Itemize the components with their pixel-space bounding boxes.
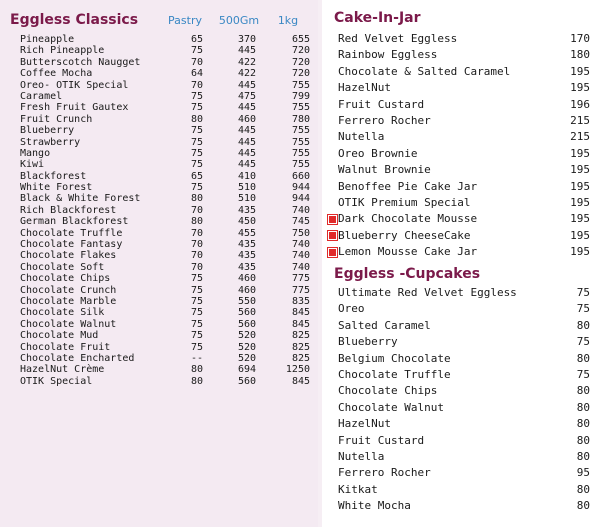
- half-kg-price: 560: [237, 307, 257, 319]
- item-name: Mango: [20, 147, 51, 159]
- item-name: Black & White Forest: [20, 193, 141, 205]
- list-item: [20, 262, 310, 273]
- pastry-price: 80: [190, 193, 204, 205]
- item-name: White Mocha: [338, 499, 411, 513]
- pastry-price: 75: [190, 295, 204, 307]
- one-kg-price: 1250: [285, 364, 310, 376]
- item-price: 80: [576, 482, 590, 496]
- item-price: 170: [570, 32, 590, 45]
- item-name: Blueberry: [338, 335, 398, 349]
- list-item: [20, 319, 310, 330]
- item-name: OTIK Premium Special: [338, 195, 471, 209]
- half-kg-price: 410: [237, 170, 257, 182]
- half-kg-price: 435: [237, 250, 257, 262]
- item-price: 75: [576, 302, 590, 316]
- item-name: Rich Pineapple: [20, 45, 105, 57]
- item-price: 195: [570, 245, 590, 259]
- item-name: Pineapple: [20, 34, 75, 45]
- list-item: [20, 273, 310, 284]
- list-item: [326, 482, 590, 498]
- list-item: [326, 31, 590, 47]
- item-price: 80: [576, 449, 590, 463]
- item-name: Rich Blackforest: [20, 204, 117, 216]
- item-name: Chocolate Silk: [20, 307, 105, 319]
- list-item: [326, 146, 590, 162]
- one-kg-price: 825: [291, 352, 310, 364]
- item-name: Kiwi: [20, 159, 45, 171]
- half-kg-price: 550: [237, 295, 257, 307]
- pastry-price: 75: [190, 182, 204, 194]
- list-item: [326, 47, 590, 63]
- pastry-price: 65: [190, 170, 204, 182]
- list-item: [20, 228, 310, 239]
- item-name: Oreo: [338, 302, 365, 316]
- eggless-cupcakes-list: [326, 285, 590, 514]
- half-kg-price: 460: [237, 273, 257, 285]
- list-item: [326, 465, 590, 481]
- half-kg-price: 520: [237, 352, 257, 364]
- item-name: Chocolate Marble: [20, 295, 117, 307]
- item-price: 195: [570, 81, 590, 95]
- pastry-price: 75: [190, 159, 204, 171]
- half-kg-price: 520: [237, 341, 257, 353]
- item-name: Chocolate Encharted: [20, 352, 135, 364]
- one-kg-price: 720: [291, 68, 310, 80]
- item-name: Chocolate Mud: [20, 330, 99, 342]
- item-price: 180: [570, 48, 590, 62]
- list-item: [20, 68, 310, 79]
- pastry-price: 70: [190, 261, 204, 273]
- eggless-classics-list: [20, 34, 310, 387]
- one-kg-price: 845: [291, 307, 310, 319]
- pastry-price: 80: [190, 113, 204, 125]
- one-kg-price: 755: [291, 102, 310, 114]
- list-item: [20, 353, 310, 364]
- one-kg-price: 740: [291, 239, 310, 251]
- pastry-price: 75: [190, 136, 204, 148]
- list-item: [326, 113, 590, 129]
- item-name: Oreo- OTIK Special: [20, 79, 129, 91]
- one-kg-price: 755: [291, 79, 310, 91]
- one-kg-price: 745: [291, 216, 310, 228]
- one-kg-price: 660: [291, 170, 310, 182]
- item-name: HazelNut Crème: [20, 364, 105, 376]
- item-name: Chocolate Walnut: [20, 318, 117, 330]
- item-name: White Forest: [20, 182, 93, 194]
- pastry-price: 64: [190, 68, 204, 80]
- half-kg-price: 560: [237, 375, 257, 387]
- list-item: [326, 129, 590, 145]
- pastry-price: 75: [190, 102, 204, 114]
- new-item-marker-icon: [328, 248, 337, 257]
- half-kg-price: 560: [237, 318, 257, 330]
- list-item: [326, 301, 590, 317]
- pastry-price: 80: [190, 375, 204, 387]
- list-item: [326, 433, 590, 449]
- item-name: HazelNut: [338, 417, 391, 431]
- list-item: [326, 367, 590, 383]
- pastry-price: 75: [190, 147, 204, 159]
- one-kg-price: 835: [291, 295, 310, 307]
- list-item: [20, 102, 310, 113]
- one-kg-price: 825: [291, 341, 310, 353]
- item-price: 80: [576, 351, 590, 365]
- list-item: [20, 34, 310, 45]
- item-name: Fruit Crunch: [20, 113, 93, 125]
- cake-in-jar-list: [326, 31, 590, 260]
- pastry-price: 70: [190, 79, 204, 91]
- item-name: Benoffee Pie Cake Jar: [338, 179, 478, 193]
- one-kg-price: 775: [291, 284, 310, 296]
- item-price: 75: [576, 335, 590, 349]
- half-kg-price: 445: [237, 45, 257, 57]
- item-name: Dark Chocolate Mousse: [338, 212, 478, 226]
- list-item: [20, 57, 310, 68]
- item-price: 75: [576, 367, 590, 381]
- list-item: [326, 400, 590, 416]
- one-kg-price: 755: [291, 159, 310, 171]
- item-name: Red Velvet Eggless: [338, 32, 458, 45]
- item-price: 80: [576, 400, 590, 414]
- one-kg-price: 845: [291, 318, 310, 330]
- item-price: 215: [570, 113, 590, 127]
- one-kg-price: 755: [291, 136, 310, 148]
- item-name: Chocolate Fantasy: [20, 239, 123, 251]
- item-name: Chocolate Chips: [20, 273, 111, 285]
- pastry-price: 75: [190, 45, 204, 57]
- one-kg-price: 740: [291, 261, 310, 273]
- half-kg-column-header: 500Gm: [218, 13, 260, 27]
- item-price: 195: [570, 64, 590, 78]
- item-name: HazelNut: [338, 81, 391, 95]
- half-kg-price: 460: [237, 284, 257, 296]
- list-item: [20, 216, 310, 227]
- list-item: [326, 162, 590, 178]
- list-item: [326, 285, 590, 301]
- list-item: [20, 80, 310, 91]
- pastry-price: 75: [190, 273, 204, 285]
- item-name: Chocolate Soft: [20, 261, 105, 273]
- half-kg-price: 475: [237, 90, 257, 102]
- item-name: Chocolate Fruit: [20, 341, 111, 353]
- list-item: [326, 334, 590, 350]
- pastry-price: 70: [190, 227, 204, 239]
- list-item: [20, 250, 310, 261]
- cake-in-jar-title: Cake-In-Jar: [334, 10, 421, 26]
- half-kg-price: 510: [237, 193, 257, 205]
- marker-slot: [326, 231, 338, 240]
- list-item: [326, 416, 590, 432]
- half-kg-price: 445: [237, 102, 257, 114]
- item-name: Lemon Mousse Cake Jar: [338, 245, 478, 259]
- marker-slot: [326, 248, 338, 257]
- half-kg-price: 435: [237, 239, 257, 251]
- half-kg-price: 455: [237, 227, 257, 239]
- item-name: Chocolate Flakes: [20, 250, 117, 262]
- item-name: Butterscotch Naugget: [20, 56, 141, 68]
- item-name: OTIK Special: [20, 375, 93, 387]
- list-item: [20, 307, 310, 318]
- item-name: Chocolate Crunch: [20, 284, 117, 296]
- item-name: Nutella: [338, 130, 385, 144]
- item-price: 196: [570, 97, 590, 111]
- half-kg-price: 520: [237, 330, 257, 342]
- list-item: [20, 376, 310, 387]
- item-name: Chocolate Truffle: [20, 227, 123, 239]
- item-name: Caramel: [20, 90, 63, 102]
- one-kg-price: 825: [291, 330, 310, 342]
- item-price: 195: [570, 228, 590, 242]
- item-price: 95: [576, 466, 590, 480]
- half-kg-price: 445: [237, 136, 257, 148]
- list-item: [20, 364, 310, 375]
- item-name: Chocolate Chips: [338, 384, 438, 398]
- list-item: [20, 285, 310, 296]
- list-item: [20, 205, 310, 216]
- list-item: [20, 137, 310, 148]
- item-name: Salted Caramel: [338, 318, 431, 332]
- one-kg-column-header: 1kg: [277, 13, 299, 27]
- list-item: [20, 182, 310, 193]
- list-item: [326, 228, 590, 244]
- item-name: Chocolate Truffle: [338, 367, 451, 381]
- half-kg-price: 422: [237, 68, 257, 80]
- item-name: Chocolate & Salted Caramel: [338, 64, 511, 78]
- list-item: [326, 80, 590, 96]
- item-name: Nutella: [338, 449, 385, 463]
- half-kg-price: 445: [237, 147, 257, 159]
- item-name: Ferrero Rocher: [338, 466, 431, 480]
- list-item: [326, 244, 590, 260]
- pastry-price: 75: [190, 284, 204, 296]
- pastry-price: 70: [190, 250, 204, 262]
- item-name: Ferrero Rocher: [338, 113, 431, 127]
- one-kg-price: 944: [291, 193, 310, 205]
- item-price: 80: [576, 417, 590, 431]
- half-kg-price: 460: [237, 113, 257, 125]
- pastry-price: 65: [190, 34, 204, 45]
- half-kg-price: 435: [237, 261, 257, 273]
- marker-slot: [326, 215, 338, 224]
- list-item: [20, 148, 310, 159]
- right-panel: [322, 0, 600, 527]
- half-kg-price: 450: [237, 216, 257, 228]
- list-item: [326, 383, 590, 399]
- pastry-price: 75: [190, 318, 204, 330]
- list-item: [326, 351, 590, 367]
- pastry-price: 70: [190, 239, 204, 251]
- list-item: [20, 125, 310, 136]
- list-item: [326, 195, 590, 211]
- list-item: [326, 64, 590, 80]
- list-item: [20, 114, 310, 125]
- pastry-price: --: [190, 352, 204, 364]
- list-item: [326, 211, 590, 227]
- item-price: 195: [570, 179, 590, 193]
- eggless-cupcakes-title: Eggless -Cupcakes: [334, 266, 481, 282]
- item-name: Blackforest: [20, 170, 87, 182]
- one-kg-price: 799: [291, 90, 310, 102]
- item-price: 195: [570, 212, 590, 226]
- list-item: [20, 193, 310, 204]
- half-kg-price: 694: [237, 364, 257, 376]
- list-item: [326, 97, 590, 113]
- list-item: [20, 159, 310, 170]
- item-name: Walnut Brownie: [338, 163, 431, 177]
- item-name: Oreo Brownie: [338, 146, 418, 160]
- half-kg-price: 422: [237, 56, 257, 68]
- pastry-price: 70: [190, 204, 204, 216]
- one-kg-price: 655: [291, 34, 310, 45]
- one-kg-price: 720: [291, 45, 310, 57]
- item-price: 215: [570, 130, 590, 144]
- list-item: [20, 171, 310, 182]
- pastry-column-header: Pastry: [168, 13, 202, 27]
- item-name: Coffee Mocha: [20, 68, 93, 80]
- item-price: 80: [576, 433, 590, 447]
- item-price: 195: [570, 163, 590, 177]
- half-kg-price: 370: [237, 34, 257, 45]
- one-kg-price: 740: [291, 204, 310, 216]
- pastry-price: 75: [190, 341, 204, 353]
- one-kg-price: 755: [291, 147, 310, 159]
- list-item: [20, 239, 310, 250]
- item-price: 195: [570, 195, 590, 209]
- item-name: Ultimate Red Velvet Eggless: [338, 286, 517, 299]
- half-kg-price: 445: [237, 125, 257, 137]
- item-name: Chocolate Walnut: [338, 400, 444, 414]
- pastry-price: 75: [190, 330, 204, 342]
- one-kg-price: 845: [291, 375, 310, 387]
- half-kg-price: 445: [237, 159, 257, 171]
- pastry-price: 75: [190, 307, 204, 319]
- item-name: Blueberry CheeseCake: [338, 228, 471, 242]
- list-item: [20, 91, 310, 102]
- list-item: [20, 45, 310, 56]
- pastry-price: 70: [190, 56, 204, 68]
- one-kg-price: 944: [291, 182, 310, 194]
- item-name: Kitkat: [338, 482, 378, 496]
- pastry-price: 75: [190, 90, 204, 102]
- eggless-classics-header: [10, 10, 310, 30]
- item-name: Fresh Fruit Gautex: [20, 102, 129, 114]
- one-kg-price: 720: [291, 56, 310, 68]
- item-name: Rainbow Eggless: [338, 48, 438, 62]
- new-item-marker-icon: [328, 231, 337, 240]
- new-item-marker-icon: [328, 215, 337, 224]
- item-price: 80: [576, 499, 590, 513]
- one-kg-price: 775: [291, 273, 310, 285]
- one-kg-price: 755: [291, 125, 310, 137]
- item-name: German Blackforest: [20, 216, 129, 228]
- item-name: Fruit Custard: [338, 433, 425, 447]
- item-name: Fruit Custard: [338, 97, 425, 111]
- list-item: [20, 342, 310, 353]
- item-price: 75: [576, 286, 590, 299]
- list-item: [20, 296, 310, 307]
- list-item: [326, 318, 590, 334]
- item-price: 195: [570, 146, 590, 160]
- pastry-price: 80: [190, 364, 204, 376]
- half-kg-price: 510: [237, 182, 257, 194]
- eggless-classics-title: Eggless Classics: [10, 12, 139, 28]
- item-name: Blueberry: [20, 125, 75, 137]
- pastry-price: 80: [190, 216, 204, 228]
- pastry-price: 75: [190, 125, 204, 137]
- list-item: [326, 449, 590, 465]
- item-name: Strawberry: [20, 136, 81, 148]
- one-kg-price: 750: [291, 227, 310, 239]
- list-item: [20, 330, 310, 341]
- half-kg-price: 435: [237, 204, 257, 216]
- one-kg-price: 740: [291, 250, 310, 262]
- half-kg-price: 445: [237, 79, 257, 91]
- one-kg-price: 780: [291, 113, 310, 125]
- list-item: [326, 179, 590, 195]
- item-name: Belgium Chocolate: [338, 351, 451, 365]
- item-price: 80: [576, 384, 590, 398]
- item-price: 80: [576, 318, 590, 332]
- list-item: [326, 498, 590, 514]
